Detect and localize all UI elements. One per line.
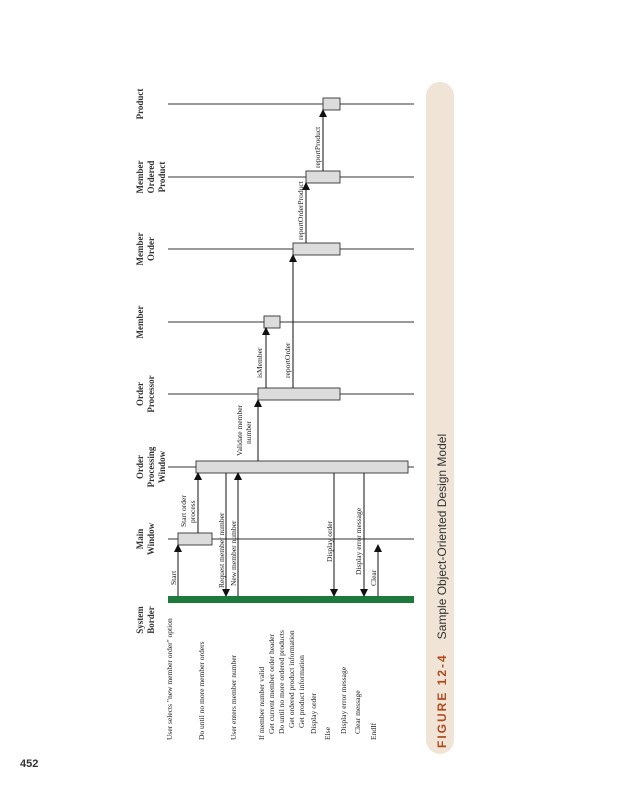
svg-text:Member: Member — [135, 305, 145, 339]
svg-text:Order: Order — [146, 237, 156, 261]
activation-member-order — [293, 243, 340, 255]
svg-text:Processing: Processing — [146, 446, 156, 488]
label-report-product — [313, 126, 322, 168]
svg-text:isMember: isMember — [255, 347, 264, 378]
svg-text:Processor: Processor — [146, 375, 156, 413]
header-member-ordered-product — [135, 161, 167, 194]
label-start — [169, 570, 178, 585]
svg-text:Request member number: Request member number — [217, 512, 226, 588]
header-system-border — [135, 606, 156, 634]
svg-text:System: System — [135, 606, 145, 634]
svg-text:reportOrder: reportOrder — [283, 342, 292, 378]
svg-text:Order: Order — [135, 382, 145, 406]
step-8: Get product information — [297, 655, 306, 728]
header-product — [135, 89, 145, 120]
svg-text:Order: Order — [135, 455, 145, 479]
svg-text:reportOrderProduct: reportOrderProduct — [296, 181, 305, 240]
step-3: User enters member number — [229, 654, 238, 740]
svg-text:Start order: Start order — [179, 495, 188, 527]
svg-text:Display order: Display order — [325, 520, 334, 562]
label-start-order-process — [179, 495, 197, 527]
header-order-processor — [135, 375, 156, 412]
label-validate-member-number — [235, 404, 253, 456]
label-is-member — [255, 347, 264, 378]
step-7: Get ordered product information — [287, 630, 296, 728]
step-10: Else — [323, 727, 332, 740]
svg-text:Display error message: Display error message — [354, 507, 363, 575]
svg-text:Clear: Clear — [369, 569, 378, 586]
figure-label: FIGURE 12-4 — [435, 653, 449, 748]
svg-text:number: number — [244, 421, 253, 444]
activation-order-processor — [258, 388, 340, 400]
svg-text:Main: Main — [135, 528, 145, 550]
svg-text:New member number: New member number — [229, 520, 238, 586]
label-new-member-number — [229, 520, 238, 586]
header-member — [135, 306, 145, 339]
svg-text:Member: Member — [135, 232, 145, 266]
label-report-order-product — [296, 180, 305, 240]
figure-caption — [433, 434, 450, 748]
label-display-error-message — [354, 507, 363, 575]
svg-text:process: process — [188, 500, 197, 523]
step-9: Display order — [309, 692, 318, 734]
svg-text:Product: Product — [157, 161, 167, 193]
page-number: 452 — [20, 758, 39, 770]
svg-text:Start: Start — [169, 570, 178, 585]
scenario-steps — [165, 618, 378, 740]
label-report-order — [283, 342, 292, 378]
svg-text:Product: Product — [135, 88, 145, 120]
activation-product — [323, 98, 340, 110]
header-main-window — [135, 522, 156, 555]
step-5: Get current member order header — [267, 634, 276, 734]
header-order-processing-window — [135, 446, 167, 487]
activation-order-processing-window — [196, 461, 408, 473]
label-display-order — [325, 520, 334, 562]
activation-member — [264, 316, 280, 328]
system-border-bar — [168, 596, 414, 603]
step-1: User selects "new member order" option — [165, 618, 174, 740]
step-4: If member number valid — [257, 666, 266, 740]
activation-member-ordered-product — [306, 171, 340, 183]
svg-text:Member: Member — [135, 160, 145, 194]
figure-title: Sample Object-Oriented Design Model — [435, 433, 449, 640]
step-12: Clear message — [353, 690, 362, 734]
label-clear — [369, 569, 378, 586]
svg-text:FIGURE 12-4 Sample Obj — [433, 434, 450, 748]
header-member-order — [135, 233, 156, 266]
svg-text:Border: Border — [146, 606, 156, 634]
svg-text:Window: Window — [146, 522, 156, 556]
svg-text:Ordered: Ordered — [146, 160, 156, 194]
label-request-member-number — [217, 512, 226, 588]
activation-main-window — [178, 533, 212, 545]
step-13: EndIf — [369, 722, 378, 740]
step-6: Do until no more ordered products — [277, 630, 286, 734]
step-11: Display error message — [339, 666, 348, 734]
step-2: Do until no more member orders — [197, 641, 206, 740]
svg-text:reportProduct: reportProduct — [313, 126, 322, 168]
svg-text:Window: Window — [157, 450, 167, 484]
svg-text:Validate member: Validate member — [235, 404, 244, 456]
